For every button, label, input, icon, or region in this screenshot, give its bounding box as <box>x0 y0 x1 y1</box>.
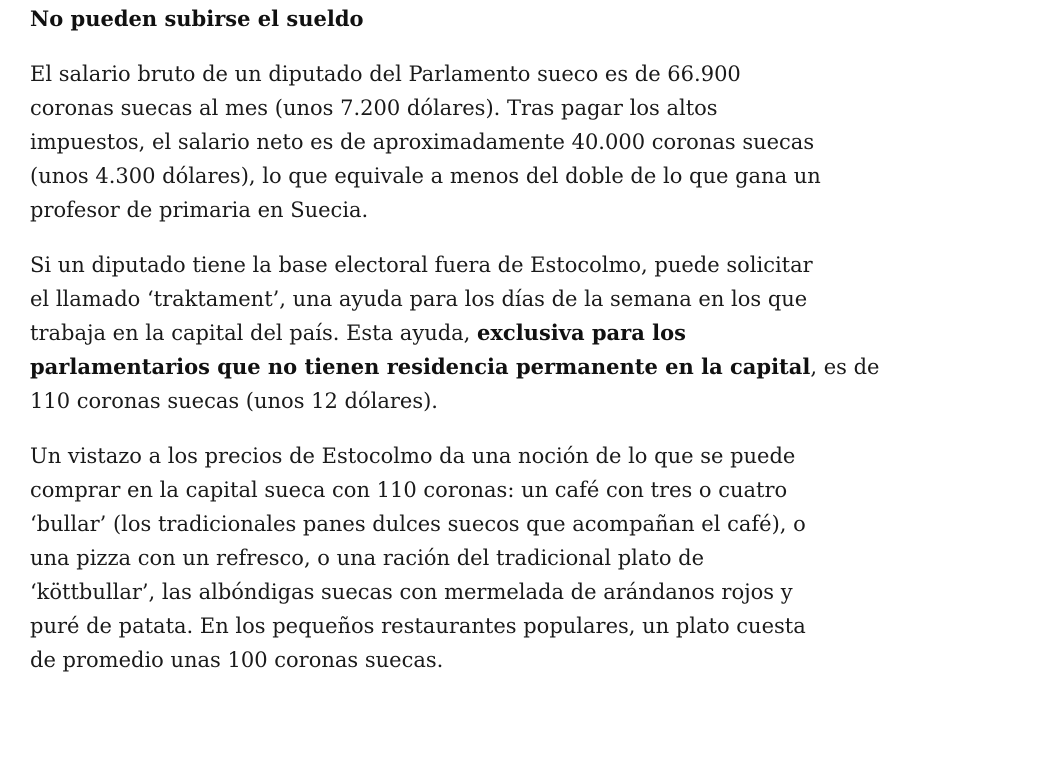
paragraph-line: coronas suecas al mes (unos 7.200 dólares). Tras pagar los altos <box>30 96 718 120</box>
paragraph-line: de promedio unas 100 coronas suecas. <box>30 648 444 672</box>
article-body <box>30 0 1010 677</box>
paragraph-line: puré de patata. En los pequeños restaurantes populares, un plato cuesta <box>30 614 806 638</box>
paragraph-line: (unos 4.300 dólares), lo que equivale a menos del doble de lo que gana un <box>30 164 821 188</box>
bold-text-run: exclusiva para los <box>477 320 686 345</box>
paragraph-line: comprar en la capital sueca con 110 coronas: un café con tres o cuatro <box>30 478 788 502</box>
paragraph-line: el llamado ‘traktament’, una ayuda para los días de la semana en los que <box>30 287 808 311</box>
text-run: trabaja en la capital del país. Esta ayuda, <box>30 321 478 345</box>
paragraph-line: ‘bullar’ (los tradicionales panes dulces suecos que acompañan el café), o <box>30 512 806 536</box>
section-heading: No pueden subirse el sueldo <box>30 6 364 31</box>
paragraph-line <box>30 316 1010 350</box>
paragraph-traktament <box>30 248 1010 418</box>
text-run: , es de <box>810 355 880 379</box>
paragraph-line: una pizza con un refresco, o una ración del tradicional plato de <box>30 546 705 570</box>
paragraph-line: impuestos, el salario neto es de aproximadamente 40.000 coronas suecas <box>30 130 815 154</box>
paragraph-line: El salario bruto de un diputado del Parlamento sueco es de 66.900 <box>30 62 741 86</box>
paragraph-line: ‘köttbullar’, las albóndigas suecas con mermelada de arándanos rojos y <box>30 580 793 604</box>
paragraph-line: Si un diputado tiene la base electoral fuera de Estocolmo, puede solicitar <box>30 253 813 277</box>
paragraph-prices <box>30 439 1010 677</box>
paragraph-line: 110 coronas suecas (unos 12 dólares). <box>30 389 438 413</box>
paragraph-line: Un vistazo a los precios de Estocolmo da una noción de lo que se puede <box>30 444 796 468</box>
paragraph-line: profesor de primaria en Suecia. <box>30 198 369 222</box>
paragraph-line <box>30 350 1010 384</box>
bold-text-run: parlamentarios que no tienen residencia permanente en la capital <box>30 354 811 379</box>
paragraph-salary <box>30 57 1010 227</box>
